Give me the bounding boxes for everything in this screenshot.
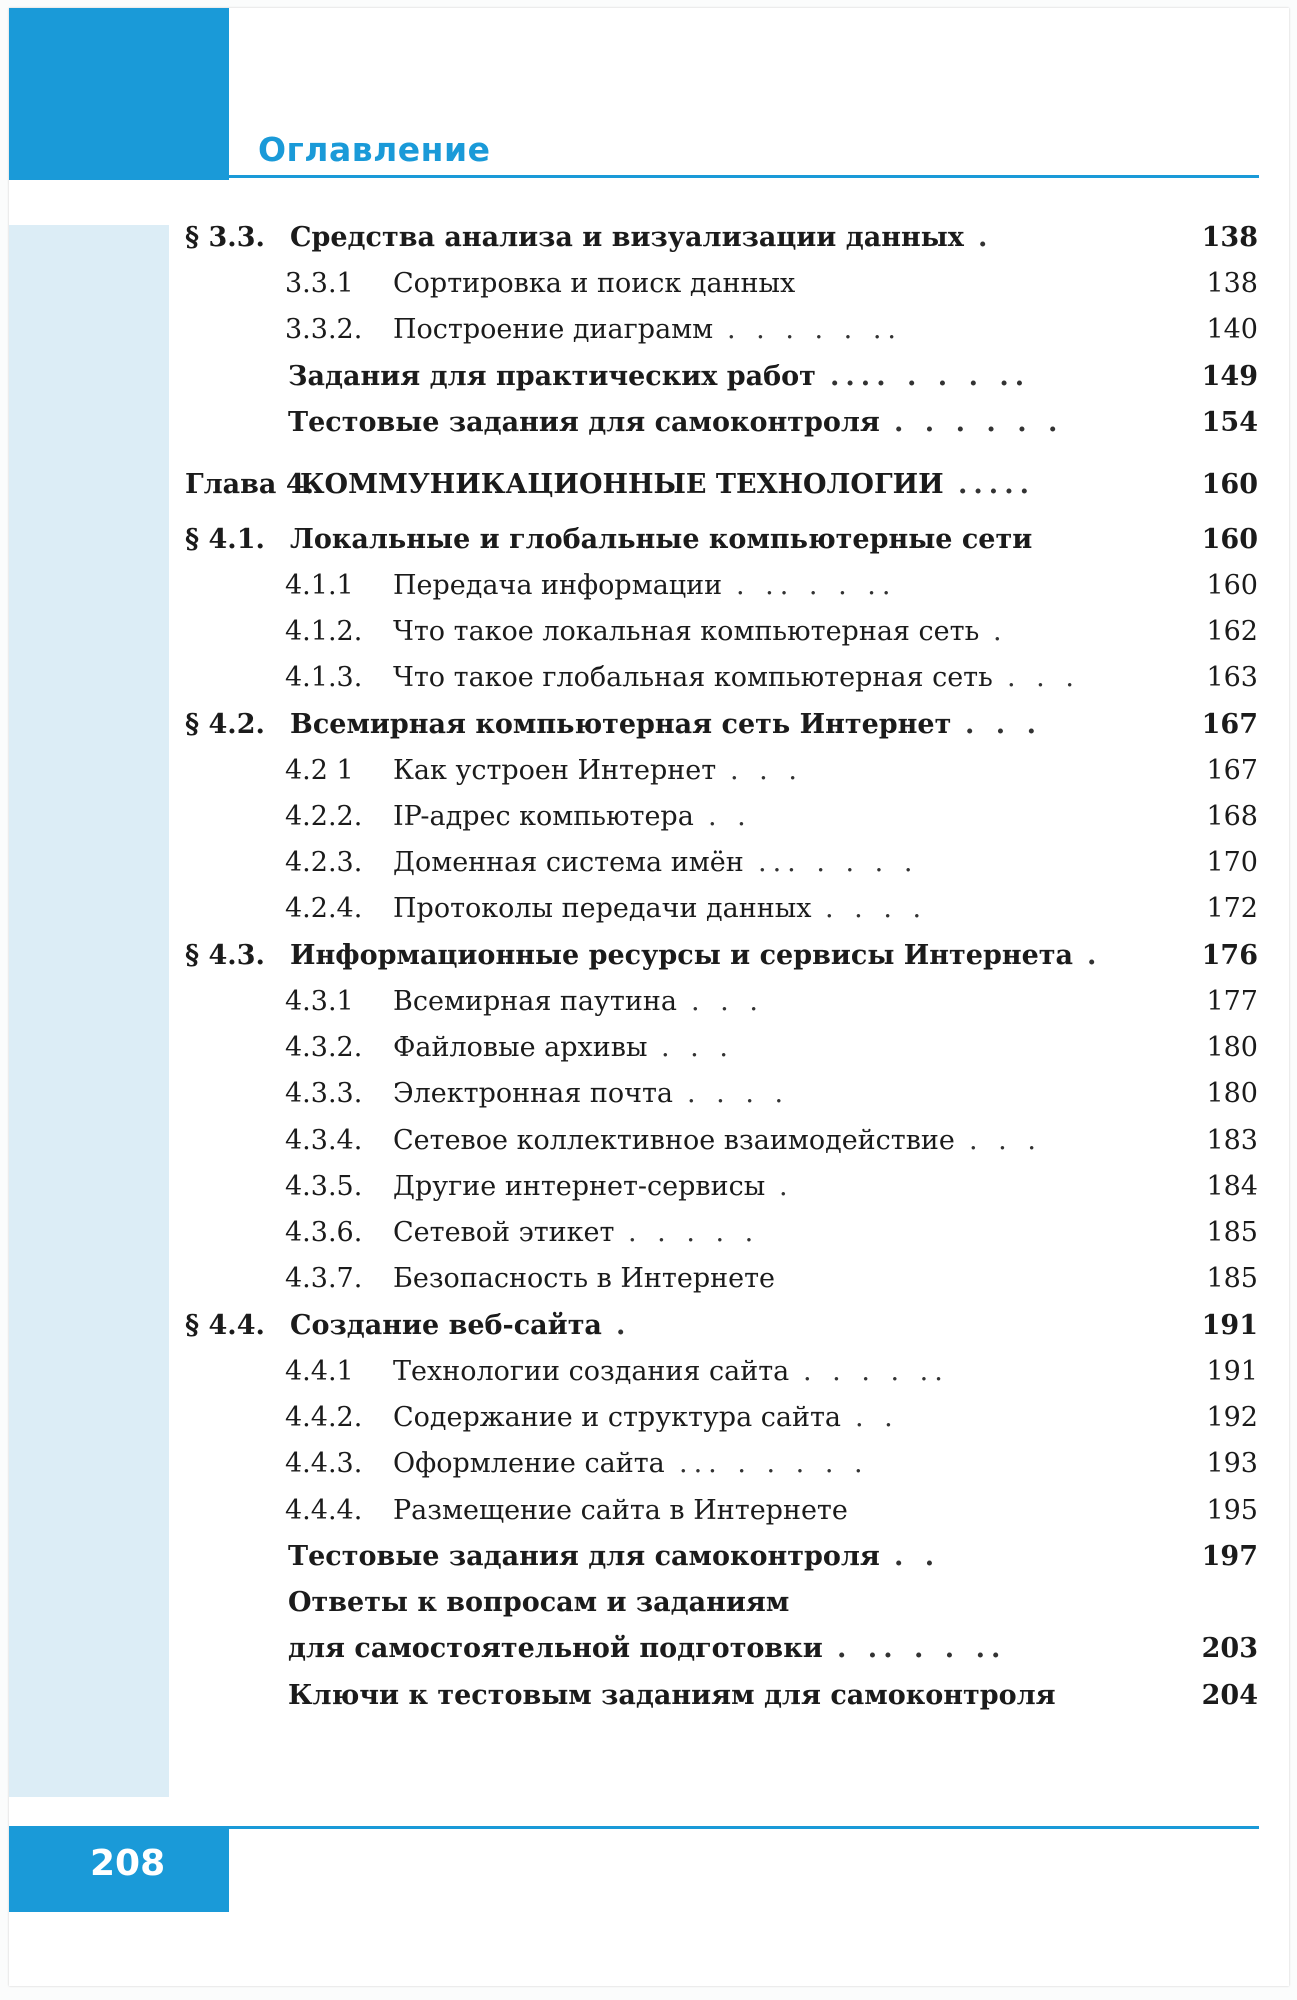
toc-leader-dots: . . [708, 801, 752, 832]
toc-entry-page: 197 [1201, 1541, 1258, 1572]
toc-entry-number: 4.4.3. [285, 1448, 363, 1479]
toc-entry-number: 4.1.2. [285, 616, 363, 647]
toc-leader-dots: . [1087, 940, 1103, 971]
toc-entry-title: Задания для практических работ [288, 361, 816, 392]
footer-rule [229, 1826, 1259, 1829]
toc-leader-dots: . [993, 616, 1008, 647]
toc-entry-title: Технологии создания сайта [393, 1356, 790, 1387]
toc-leader-dots: . .. . . .. [837, 1633, 1007, 1664]
toc-entry-title: Информационные ресурсы и сервисы Интернета [290, 940, 1074, 971]
toc-entry-title: Тестовые задания для самоконтроля [288, 1541, 880, 1572]
toc-entry-title: Как устроен Интернет [393, 755, 717, 786]
toc-entry-title: Сетевое коллективное взаимодействие [393, 1125, 955, 1156]
toc-entry-title: Безопасность в Интернете [393, 1263, 776, 1294]
toc-leader-dots: . . . [691, 986, 764, 1017]
toc-entry-number: 4.1.1 [285, 570, 354, 601]
toc-entry-title: Ответы к вопросам и заданиям [288, 1587, 790, 1618]
toc-entry-page: 180 [1206, 1032, 1258, 1063]
toc-entry-number: 4.3.2. [285, 1032, 363, 1063]
toc-entry-title: Средства анализа и визуализации данных [290, 222, 964, 253]
toc-entry-title: Что такое глобальная компьютерная сеть [393, 662, 993, 693]
toc-entry-page: 183 [1206, 1125, 1258, 1156]
toc-entry-title: Всемирная паутина [393, 986, 677, 1017]
toc-leader-dots: . . . [730, 755, 803, 786]
toc-leader-dots: . . . . . . [894, 407, 1064, 438]
toc-entry-title: IP-адрес компьютера [393, 801, 694, 832]
toc-entry-page: 170 [1206, 847, 1258, 878]
header-rule [229, 175, 1259, 178]
toc-leader-dots: . . . . . [628, 1217, 760, 1248]
toc-entry-title: для самостоятельной подготовки [288, 1633, 823, 1664]
page-title: Оглавление [258, 130, 491, 169]
toc-entry-page: 180 [1206, 1078, 1258, 1109]
toc-entry-number: 3.3.1 [285, 268, 354, 299]
toc-entry-title: Ключи к тестовым заданиям для самоконтроля [288, 1680, 1056, 1711]
toc-entry-number: 4.3.6. [285, 1217, 363, 1248]
toc-entry-number: Глава 4. [185, 469, 315, 500]
toc-entry-page: 160 [1201, 524, 1258, 555]
toc-entry-title: Файловые архивы [393, 1032, 648, 1063]
toc-entry-page: 149 [1201, 361, 1258, 392]
toc-entry-page: 177 [1206, 986, 1258, 1017]
toc-entry-number: 4.3.4. [285, 1125, 363, 1156]
toc-entry-title: Другие интернет-сервисы [393, 1171, 766, 1202]
toc-entry-title: КОММУНИКАЦИОННЫЕ ТЕХНОЛОГИИ [300, 469, 944, 500]
toc-leader-dots: . [978, 222, 994, 253]
toc-entry-page: 172 [1206, 893, 1258, 924]
toc-leader-dots: . . . [965, 709, 1042, 740]
toc-entry-number: 3.3.2. [285, 314, 363, 345]
toc-entry-page: 203 [1201, 1633, 1258, 1664]
toc-entry-title: Оформление сайта [393, 1448, 665, 1479]
header-color-tab [9, 8, 229, 180]
toc-entry-page: 162 [1206, 616, 1258, 647]
toc-leader-dots: ..... [958, 469, 1035, 500]
toc-entry-number: 4.2 1 [285, 755, 354, 786]
toc-entry-title: Содержание и структура сайта [393, 1402, 842, 1433]
toc-entry-page: 160 [1206, 570, 1258, 601]
toc-entry-number: 4.2.2. [285, 801, 363, 832]
toc-entry-number: 4.4.4. [285, 1495, 363, 1526]
toc-entry-number: 4.3.1 [285, 986, 354, 1017]
toc-entry-page: 191 [1201, 1310, 1258, 1341]
toc-entry-title: Локальные и глобальные компьютерные сети [290, 524, 1033, 555]
toc-entry-title: Доменная система имён [393, 847, 744, 878]
toc-entry-page: 195 [1206, 1495, 1258, 1526]
toc-entry-title: Протоколы передачи данных [393, 893, 812, 924]
toc-leader-dots: . [616, 1310, 632, 1341]
toc-entry-page: 167 [1206, 755, 1258, 786]
toc-entry-number: § 4.4. [185, 1310, 265, 1341]
page-sheet [9, 8, 1289, 1986]
toc-entry-number: 4.2.3. [285, 847, 363, 878]
toc-entry-page: 191 [1206, 1356, 1258, 1387]
toc-leader-dots: . . . . [825, 893, 928, 924]
toc-entry-title: Построение диаграмм [393, 314, 714, 345]
toc-leader-dots: . . . . . .. [727, 314, 902, 345]
toc-entry-title: Всемирная компьютерная сеть Интернет [290, 709, 952, 740]
toc-entry-title: Электронная почта [393, 1078, 673, 1109]
sidebar-band [9, 225, 169, 1797]
toc-entry-title: Сетевой этикет [393, 1217, 615, 1248]
toc-entry-number: 4.3.5. [285, 1171, 363, 1202]
toc-entry-number: § 4.2. [185, 709, 265, 740]
toc-entry-page: 184 [1206, 1171, 1258, 1202]
toc-entry-title: Тестовые задания для самоконтроля [288, 407, 880, 438]
toc-leader-dots: . . [855, 1402, 899, 1433]
toc-entry-page: 160 [1201, 469, 1258, 500]
toc-entry-number: § 3.3. [185, 222, 265, 253]
toc-leader-dots: . . . [1007, 662, 1080, 693]
toc-entry-page: 185 [1206, 1263, 1258, 1294]
toc-entry-number: § 4.3. [185, 940, 265, 971]
toc-entry-number: § 4.1. [185, 524, 265, 555]
toc-entry-page: 163 [1206, 662, 1258, 693]
toc-leader-dots: . . . [661, 1032, 734, 1063]
toc-entry-page: 193 [1206, 1448, 1258, 1479]
toc-leader-dots: . .. . . .. [736, 570, 897, 601]
toc-entry-page: 176 [1201, 940, 1258, 971]
toc-entry-title: Передача информации [393, 570, 723, 601]
toc-entry-page: 185 [1206, 1217, 1258, 1248]
toc-entry-page: 204 [1201, 1680, 1258, 1711]
toc-entry-title: Размещение сайта в Интернете [393, 1495, 848, 1526]
toc-leader-dots: .... . . . .. [830, 361, 1031, 392]
toc-entry-title: Что такое локальная компьютерная сеть [393, 616, 980, 647]
toc-entry-page: 168 [1206, 801, 1258, 832]
toc-leader-dots: . . . . [687, 1078, 790, 1109]
toc-leader-dots: . . . . .. [803, 1356, 949, 1387]
toc-leader-dots: . . . [969, 1125, 1042, 1156]
toc-entry-number: 4.3.3. [285, 1078, 363, 1109]
toc-entry-number: 4.1.3. [285, 662, 363, 693]
toc-leader-dots: . [779, 1171, 794, 1202]
toc-entry-page: 192 [1206, 1402, 1258, 1433]
toc-entry-number: 4.4.1 [285, 1356, 354, 1387]
toc-entry-title: Сортировка и поиск данных [393, 268, 796, 299]
toc-leader-dots: . . [894, 1541, 941, 1572]
toc-entry-page: 140 [1206, 314, 1258, 345]
toc-entry-number: 4.4.2. [285, 1402, 363, 1433]
toc-entry-page: 154 [1201, 407, 1258, 438]
toc-leader-dots: ... . . . . . [679, 1448, 869, 1479]
toc-entry-page: 138 [1201, 222, 1258, 253]
toc-entry-page: 138 [1206, 268, 1258, 299]
toc-leader-dots: ... . . . . [758, 847, 919, 878]
toc-entry-number: 4.3.7. [285, 1263, 363, 1294]
toc-entry-title: Создание веб-сайта [290, 1310, 602, 1341]
toc-entry-number: 4.2.4. [285, 893, 363, 924]
toc-entry-page: 167 [1201, 709, 1258, 740]
page-number: 208 [90, 1843, 166, 1884]
